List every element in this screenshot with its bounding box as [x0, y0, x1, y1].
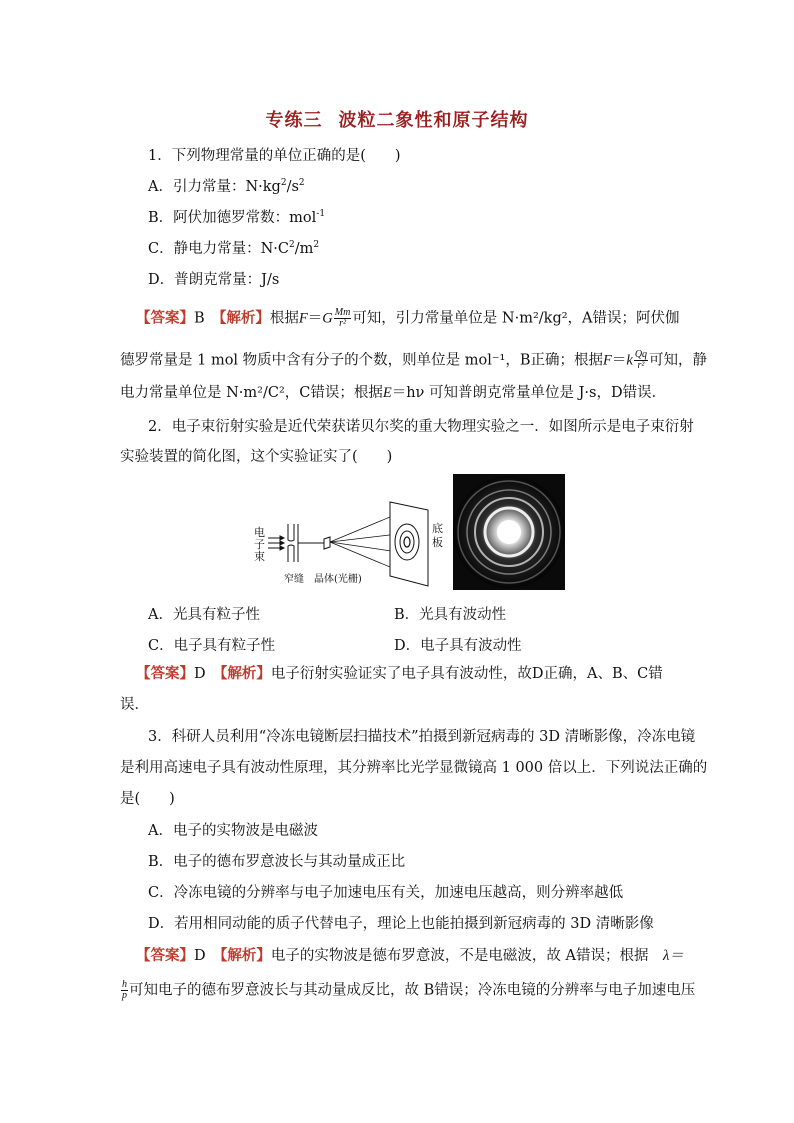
- q3-option-a: A．电子的实物波是电磁波: [148, 823, 318, 839]
- answer-letter: B: [194, 310, 205, 327]
- formula-var: E: [382, 385, 392, 401]
- q3-stem-line1: 3．科研人员利用“冷冻电镜断层扫描技术”拍摄到新冠病毒的 3D 清晰影像，冷冻电镜: [148, 729, 696, 745]
- explanation-label: 【解析】: [220, 947, 271, 964]
- q3-option-d: D．若用相同动能的质子代替电子，理论上也能拍摄到新冠病毒的 3D 清晰影像: [148, 916, 654, 932]
- exp-text: 电子的实物波是德布罗意波，不是电磁波，故 A错误；根据: [270, 948, 649, 964]
- formula-var: F: [603, 352, 612, 369]
- q3-stem-line3: 是( ): [120, 791, 175, 807]
- q3-option-b: B．电子的德布罗意波长与其动量成正比: [148, 854, 406, 870]
- q1-a-sup1: 2: [280, 178, 287, 188]
- electron-beam-arrows: [268, 536, 284, 550]
- answer-label: 【答案】: [136, 947, 194, 964]
- formula-fraction: $\frac{Qq}{\text{r²}}$: [634, 349, 648, 371]
- q2-option-b: B．光具有波动性: [394, 607, 507, 623]
- answer-label: 【答案】: [136, 665, 194, 682]
- q1-a-mid: /s: [286, 179, 299, 195]
- q1-explanation-line2: [120, 350, 707, 371]
- label-film-2: 板: [432, 536, 443, 549]
- label-film-1: 底: [432, 522, 443, 535]
- q1-option-a: [148, 178, 305, 196]
- formula-var: F: [298, 310, 308, 327]
- exp-text: 可知普朗克常量单位是 J·s，D错误．: [424, 385, 667, 401]
- explanation-label: 【解析】: [220, 665, 271, 682]
- explanation-label: 【解析】: [219, 309, 270, 327]
- answer-letter: D: [194, 948, 206, 964]
- q2-option-c: C．电子具有粒子性: [148, 638, 276, 654]
- q1-c-sup1: 2: [289, 240, 295, 250]
- page-title: [0, 106, 794, 132]
- exp-text: 电力常量单位是 N·m²/C²，C错误；根据: [120, 385, 383, 401]
- label-electron-beam-1: 电: [254, 526, 265, 539]
- q1-explanation-line3: [120, 384, 666, 402]
- exp-text: 可知，引力常量单位是 N·m²/kg²，A错误；阿伏伽: [352, 310, 680, 327]
- q1-b-text: B．阿伏加德罗常数：mol: [148, 210, 317, 226]
- formula-eq: ＝: [307, 310, 323, 327]
- q2-stem-line2: 实验装置的简化图，这个实验证实了( ): [120, 449, 393, 465]
- q2-explanation-line2: 误．: [120, 697, 149, 713]
- exp-text: 德罗常量是 1 mol 物质中含有分子的个数，则单位是 mol⁻¹，B正确；根据: [120, 352, 604, 369]
- film-plate: [390, 502, 428, 586]
- crystal-grating: [324, 537, 330, 549]
- q1-b-sup: -1: [316, 209, 326, 219]
- exp-text: 根据: [269, 310, 299, 327]
- formula-fraction: $\frac{h}{p}$: [122, 979, 127, 1001]
- title-part2: 波粒二象性和原子结构: [338, 110, 529, 131]
- label-crystal: 晶体(光栅): [314, 574, 362, 585]
- exp-text: 电子衍射实验证实了电子具有波动性，故D正确，A、B、C错: [270, 666, 663, 682]
- q2-option-a: A．光具有粒子性: [148, 607, 260, 623]
- q1-option-b: [148, 209, 325, 227]
- formula-fraction: $\frac{Mm}{\text{r²}}$: [334, 307, 351, 329]
- label-slit: 窄缝: [284, 574, 304, 585]
- title-part1: 专练三: [265, 110, 323, 131]
- formula-eq: ＝: [611, 352, 627, 369]
- formula-eq: ＝hν: [391, 385, 425, 401]
- q1-c-mid: /m: [294, 241, 314, 257]
- q1-a-sup2: 2: [298, 178, 305, 188]
- label-electron-beam-2: 子: [254, 538, 265, 551]
- q1-a-text: A．引力常量：N·kg: [148, 179, 281, 195]
- q3-stem-line2: 是利用高速电子具有波动性原理，其分辨率比光学显微镜高 1 000 倍以上．下列说法正确的: [120, 760, 708, 776]
- q3-explanation-line2: [120, 980, 695, 1001]
- q1-option-d: D．普朗克常量：J/s: [148, 272, 280, 288]
- q1-explanation-line1: [136, 308, 680, 329]
- answer-letter: D: [194, 666, 206, 682]
- formula-var: G: [322, 310, 333, 327]
- formula-var: k: [626, 352, 633, 369]
- diffraction-pattern-image: [453, 474, 565, 590]
- q2-option-d: D．电子具有波动性: [394, 638, 522, 654]
- answer-label: 【答案】: [136, 309, 194, 327]
- q1-c-text: C．静电力常量：N·C: [148, 241, 289, 257]
- q2-explanation-line1: [136, 665, 663, 683]
- label-electron-beam-3: 束: [254, 550, 265, 563]
- slit-plates: [288, 524, 298, 562]
- q3-option-c: C．冷冻电镜的分辨率与电子加速电压有关，加速电压越高，则分辨率越低: [148, 885, 624, 901]
- q3-explanation-line1: [136, 947, 684, 965]
- diffraction-apparatus-diagram: [252, 490, 452, 590]
- exp-text: 可知电子的德布罗意波长与其动量成反比，故 B错误；冷冻电镜的分辨率与电子加速电压: [129, 982, 696, 999]
- q1-option-c: [148, 240, 319, 258]
- q1-c-sup2: 2: [313, 240, 320, 250]
- q2-stem-line1: 2．电子束衍射实验是近代荣获诺贝尔奖的重大物理实验之一．如图所示是电子束衍射: [148, 419, 694, 435]
- q1-stem: 1．下列物理常量的单位正确的是( ): [148, 148, 401, 164]
- formula-lambda: λ＝: [662, 948, 684, 964]
- exp-text: 可知，静: [649, 352, 708, 369]
